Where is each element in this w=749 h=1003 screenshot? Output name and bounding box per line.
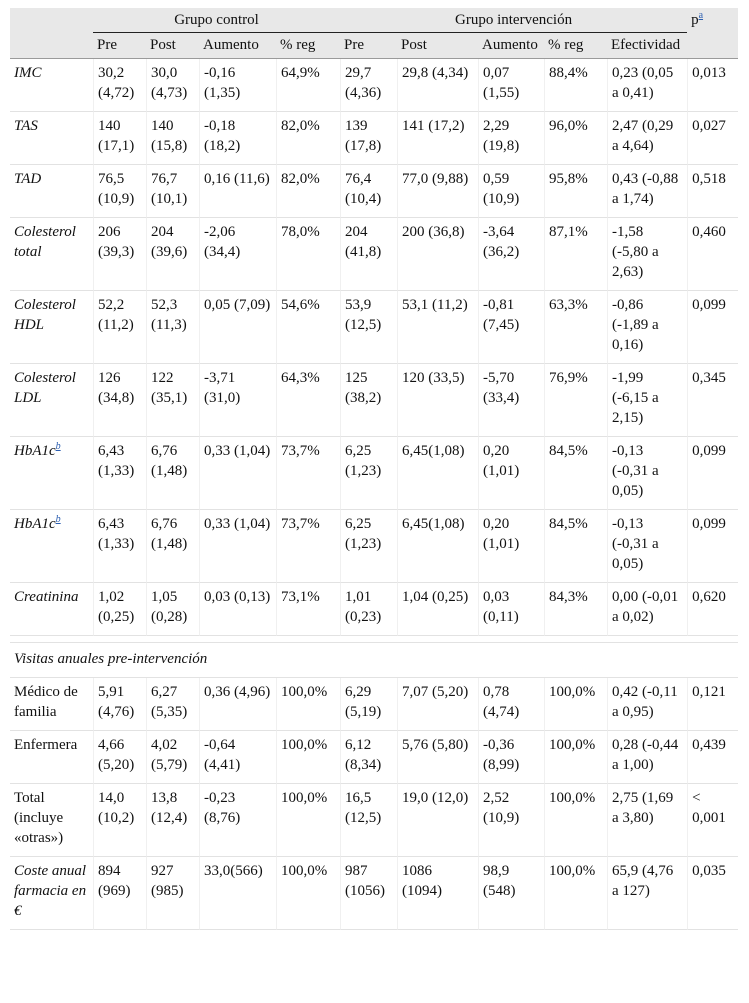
table-row bbox=[10, 218, 738, 291]
cell-intervencion-aumento: 0,20 (1,01) bbox=[478, 510, 544, 583]
cell-efectividad: -0,86 (-1,89 a 0,16) bbox=[607, 291, 687, 364]
cell-control-pre: 14,0 (10,2) bbox=[93, 784, 146, 857]
cell-intervencion-aumento: 2,52 (10,9) bbox=[478, 784, 544, 857]
cell-intervencion-post: 200 (36,8) bbox=[397, 218, 478, 291]
row-label-text: IMC bbox=[14, 65, 42, 81]
row-label-text: TAD bbox=[14, 171, 42, 187]
col-header-intervencion-post: Post bbox=[397, 33, 478, 59]
cell-control-reg: 82,0% bbox=[276, 112, 340, 165]
table-row bbox=[10, 59, 738, 112]
group-intervention-header: Grupo intervención bbox=[340, 8, 687, 33]
cell-efectividad: 0,23 (0,05 a 0,41) bbox=[607, 59, 687, 112]
table-row bbox=[10, 731, 738, 784]
row-label-text: Coste anual farmacia en € bbox=[14, 863, 87, 919]
table-row bbox=[10, 364, 738, 437]
row-label bbox=[10, 112, 93, 165]
table-row bbox=[10, 437, 738, 510]
cell-control-reg: 82,0% bbox=[276, 165, 340, 218]
cell-control-post: 52,3 (11,3) bbox=[146, 291, 199, 364]
cell-intervencion-pre: 29,7 (4,36) bbox=[340, 59, 397, 112]
cell-control-reg: 54,6% bbox=[276, 291, 340, 364]
p-value-header bbox=[687, 8, 738, 33]
cell-control-post: 927 (985) bbox=[146, 857, 199, 930]
cell-p-value: 0,027 bbox=[687, 112, 738, 165]
cell-control-aumento: -0,23 (8,76) bbox=[199, 784, 276, 857]
cell-intervencion-aumento: 0,03 (0,11) bbox=[478, 583, 544, 636]
col-header-control-aumento: Aumento bbox=[199, 33, 276, 59]
cell-control-post: 6,76 (1,48) bbox=[146, 510, 199, 583]
cell-intervencion-reg: 100,0% bbox=[544, 857, 607, 930]
cell-intervencion-aumento: 0,78 (4,74) bbox=[478, 678, 544, 731]
cell-p-value: 0,460 bbox=[687, 218, 738, 291]
cell-intervencion-aumento: 0,07 (1,55) bbox=[478, 59, 544, 112]
cell-intervencion-post: 1,04 (0,25) bbox=[397, 583, 478, 636]
cell-intervencion-aumento: 0,20 (1,01) bbox=[478, 437, 544, 510]
cell-intervencion-post: 120 (33,5) bbox=[397, 364, 478, 437]
cell-intervencion-aumento: 0,59 (10,9) bbox=[478, 165, 544, 218]
cell-p-value: < 0,001 bbox=[687, 784, 738, 857]
row-label bbox=[10, 857, 93, 930]
cell-control-post: 6,27 (5,35) bbox=[146, 678, 199, 731]
cell-intervencion-reg: 96,0% bbox=[544, 112, 607, 165]
footnote-link-a[interactable]: a bbox=[698, 10, 704, 21]
cell-control-pre: 5,91 (4,76) bbox=[93, 678, 146, 731]
col-header-p-empty bbox=[687, 33, 738, 59]
row-label bbox=[10, 784, 93, 857]
cell-intervencion-post: 77,0 (9,88) bbox=[397, 165, 478, 218]
section-row bbox=[10, 643, 738, 678]
cell-intervencion-post: 19,0 (12,0) bbox=[397, 784, 478, 857]
row-label-text: TAS bbox=[14, 118, 38, 134]
cell-intervencion-pre: 125 (38,2) bbox=[340, 364, 397, 437]
cell-efectividad: -0,13 (-0,31 a 0,05) bbox=[607, 510, 687, 583]
cell-efectividad: 65,9 (4,76 a 127) bbox=[607, 857, 687, 930]
cell-efectividad: 2,75 (1,69 a 3,80) bbox=[607, 784, 687, 857]
table-row bbox=[10, 165, 738, 218]
row-label-text: HbA1c bbox=[14, 443, 56, 459]
cell-control-reg: 100,0% bbox=[276, 784, 340, 857]
cell-intervencion-reg: 63,3% bbox=[544, 291, 607, 364]
cell-intervencion-aumento: 2,29 (19,8) bbox=[478, 112, 544, 165]
table-row bbox=[10, 583, 738, 636]
cell-control-pre: 30,2 (4,72) bbox=[93, 59, 146, 112]
row-label bbox=[10, 165, 93, 218]
cell-efectividad: 0,42 (-0,11 a 0,95) bbox=[607, 678, 687, 731]
cell-intervencion-pre: 76,4 (10,4) bbox=[340, 165, 397, 218]
cell-intervencion-pre: 6,29 (5,19) bbox=[340, 678, 397, 731]
cell-efectividad: 0,28 (-0,44 a 1,00) bbox=[607, 731, 687, 784]
cell-control-post: 140 (15,8) bbox=[146, 112, 199, 165]
group-control-header: Grupo control bbox=[93, 8, 340, 33]
cell-intervencion-reg: 84,5% bbox=[544, 437, 607, 510]
cell-control-post: 1,05 (0,28) bbox=[146, 583, 199, 636]
cell-control-post: 6,76 (1,48) bbox=[146, 437, 199, 510]
row-label-text: Colesterol LDL bbox=[14, 370, 76, 406]
cell-control-reg: 100,0% bbox=[276, 731, 340, 784]
cell-intervencion-aumento: -0,81 (7,45) bbox=[478, 291, 544, 364]
cell-intervencion-reg: 100,0% bbox=[544, 784, 607, 857]
row-label-text: Colesterol total bbox=[14, 224, 76, 260]
col-header-efectividad: Efectividad bbox=[607, 33, 687, 59]
row-label bbox=[10, 364, 93, 437]
cell-efectividad: 0,43 (-0,88 a 1,74) bbox=[607, 165, 687, 218]
row-label bbox=[10, 678, 93, 731]
cell-p-value: 0,035 bbox=[687, 857, 738, 930]
cell-intervencion-pre: 204 (41,8) bbox=[340, 218, 397, 291]
cell-intervencion-reg: 88,4% bbox=[544, 59, 607, 112]
cell-intervencion-pre: 1,01 (0,23) bbox=[340, 583, 397, 636]
col-header-intervencion-aumento: Aumento bbox=[478, 33, 544, 59]
cell-p-value: 0,099 bbox=[687, 291, 738, 364]
cell-control-reg: 100,0% bbox=[276, 857, 340, 930]
cell-intervencion-pre: 53,9 (12,5) bbox=[340, 291, 397, 364]
cell-p-value: 0,345 bbox=[687, 364, 738, 437]
cell-p-value: 0,099 bbox=[687, 510, 738, 583]
cell-control-pre: 140 (17,1) bbox=[93, 112, 146, 165]
cell-intervencion-reg: 100,0% bbox=[544, 731, 607, 784]
spacer-row bbox=[10, 636, 738, 643]
row-label-text: HbA1c bbox=[14, 516, 56, 532]
row-label-text: Enfermera bbox=[14, 737, 78, 753]
cell-control-pre: 6,43 (1,33) bbox=[93, 437, 146, 510]
row-label-text: Médico de familia bbox=[14, 684, 78, 720]
cell-intervencion-aumento: 98,9 (548) bbox=[478, 857, 544, 930]
cell-control-aumento: -2,06 (34,4) bbox=[199, 218, 276, 291]
col-header-control-pre: Pre bbox=[93, 33, 146, 59]
cell-intervencion-post: 7,07 (5,20) bbox=[397, 678, 478, 731]
cell-intervencion-pre: 6,25 (1,23) bbox=[340, 437, 397, 510]
cell-control-aumento: -0,18 (18,2) bbox=[199, 112, 276, 165]
cell-control-pre: 6,43 (1,33) bbox=[93, 510, 146, 583]
cell-control-aumento: 0,36 (4,96) bbox=[199, 678, 276, 731]
table-header bbox=[10, 8, 738, 59]
cell-control-aumento: 33,0(566) bbox=[199, 857, 276, 930]
cell-control-aumento: 0,05 (7,09) bbox=[199, 291, 276, 364]
col-header-control-post: Post bbox=[146, 33, 199, 59]
cell-intervencion-pre: 6,12 (8,34) bbox=[340, 731, 397, 784]
cell-intervencion-reg: 95,8% bbox=[544, 165, 607, 218]
cell-intervencion-aumento: -5,70 (33,4) bbox=[478, 364, 544, 437]
cell-intervencion-aumento: -0,36 (8,99) bbox=[478, 731, 544, 784]
cell-control-post: 13,8 (12,4) bbox=[146, 784, 199, 857]
cell-intervencion-reg: 100,0% bbox=[544, 678, 607, 731]
cell-efectividad: 0,00 (-0,01 a 0,02) bbox=[607, 583, 687, 636]
cell-intervencion-pre: 987 (1056) bbox=[340, 857, 397, 930]
cell-intervencion-post: 141 (17,2) bbox=[397, 112, 478, 165]
cell-control-reg: 73,7% bbox=[276, 437, 340, 510]
cell-control-reg: 100,0% bbox=[276, 678, 340, 731]
row-label-text: Creatinina bbox=[14, 589, 79, 605]
cell-intervencion-post: 1086 (1094) bbox=[397, 857, 478, 930]
cell-control-aumento: 0,33 (1,04) bbox=[199, 437, 276, 510]
cell-control-post: 122 (35,1) bbox=[146, 364, 199, 437]
row-label-text: Total (incluye «otras») bbox=[14, 790, 64, 846]
cell-intervencion-reg: 84,5% bbox=[544, 510, 607, 583]
cell-control-post: 30,0 (4,73) bbox=[146, 59, 199, 112]
cell-intervencion-reg: 87,1% bbox=[544, 218, 607, 291]
cell-intervencion-post: 6,45(1,08) bbox=[397, 437, 478, 510]
cell-intervencion-post: 6,45(1,08) bbox=[397, 510, 478, 583]
results-table bbox=[10, 8, 738, 930]
cell-control-pre: 52,2 (11,2) bbox=[93, 291, 146, 364]
table-row bbox=[10, 784, 738, 857]
cell-control-reg: 73,7% bbox=[276, 510, 340, 583]
cell-intervencion-reg: 84,3% bbox=[544, 583, 607, 636]
row-label bbox=[10, 510, 93, 583]
cell-control-aumento: -0,64 (4,41) bbox=[199, 731, 276, 784]
cell-control-aumento: 0,16 (11,6) bbox=[199, 165, 276, 218]
table-row bbox=[10, 857, 738, 930]
table-body bbox=[10, 59, 738, 930]
cell-efectividad: 2,47 (0,29 a 4,64) bbox=[607, 112, 687, 165]
cell-control-aumento: -3,71 (31,0) bbox=[199, 364, 276, 437]
cell-control-pre: 76,5 (10,9) bbox=[93, 165, 146, 218]
row-label-text: Colesterol HDL bbox=[14, 297, 76, 333]
cell-p-value: 0,620 bbox=[687, 583, 738, 636]
cell-intervencion-reg: 76,9% bbox=[544, 364, 607, 437]
cell-control-pre: 126 (34,8) bbox=[93, 364, 146, 437]
table-row bbox=[10, 678, 738, 731]
section-label: Visitas anuales pre-intervención bbox=[10, 643, 738, 678]
cell-intervencion-post: 29,8 (4,34) bbox=[397, 59, 478, 112]
table-row bbox=[10, 510, 738, 583]
col-header-control-reg: % reg bbox=[276, 33, 340, 59]
cell-control-pre: 1,02 (0,25) bbox=[93, 583, 146, 636]
cell-efectividad: -0,13 (-0,31 a 0,05) bbox=[607, 437, 687, 510]
cell-intervencion-post: 5,76 (5,80) bbox=[397, 731, 478, 784]
row-label bbox=[10, 583, 93, 636]
cell-control-pre: 4,66 (5,20) bbox=[93, 731, 146, 784]
header-empty-cell bbox=[10, 33, 93, 59]
cell-control-aumento: 0,33 (1,04) bbox=[199, 510, 276, 583]
row-label bbox=[10, 731, 93, 784]
cell-control-reg: 78,0% bbox=[276, 218, 340, 291]
header-empty-cell bbox=[10, 8, 93, 33]
row-label bbox=[10, 437, 93, 510]
cell-intervencion-post: 53,1 (11,2) bbox=[397, 291, 478, 364]
table-row bbox=[10, 291, 738, 364]
cell-control-post: 4,02 (5,79) bbox=[146, 731, 199, 784]
cell-p-value: 0,439 bbox=[687, 731, 738, 784]
cell-efectividad: -1,58 (-5,80 a 2,63) bbox=[607, 218, 687, 291]
col-header-intervencion-reg: % reg bbox=[544, 33, 607, 59]
cell-p-value: 0,099 bbox=[687, 437, 738, 510]
cell-control-reg: 64,9% bbox=[276, 59, 340, 112]
cell-control-pre: 894 (969) bbox=[93, 857, 146, 930]
row-label bbox=[10, 291, 93, 364]
spacer-cell bbox=[10, 636, 738, 643]
cell-intervencion-pre: 6,25 (1,23) bbox=[340, 510, 397, 583]
cell-efectividad: -1,99 (-6,15 a 2,15) bbox=[607, 364, 687, 437]
cell-p-value: 0,013 bbox=[687, 59, 738, 112]
footnote-link-b[interactable]: b bbox=[55, 514, 61, 525]
cell-control-aumento: 0,03 (0,13) bbox=[199, 583, 276, 636]
cell-p-value: 0,121 bbox=[687, 678, 738, 731]
footnote-link-b[interactable]: b bbox=[55, 441, 61, 452]
cell-control-post: 76,7 (10,1) bbox=[146, 165, 199, 218]
p-label: p bbox=[691, 12, 699, 28]
cell-control-post: 204 (39,6) bbox=[146, 218, 199, 291]
cell-p-value: 0,518 bbox=[687, 165, 738, 218]
cell-control-aumento: -0,16 (1,35) bbox=[199, 59, 276, 112]
cell-control-reg: 73,1% bbox=[276, 583, 340, 636]
cell-intervencion-pre: 16,5 (12,5) bbox=[340, 784, 397, 857]
cell-control-reg: 64,3% bbox=[276, 364, 340, 437]
table-row bbox=[10, 112, 738, 165]
col-header-intervencion-pre: Pre bbox=[340, 33, 397, 59]
cell-intervencion-pre: 139 (17,8) bbox=[340, 112, 397, 165]
cell-intervencion-aumento: -3,64 (36,2) bbox=[478, 218, 544, 291]
cell-control-pre: 206 (39,3) bbox=[93, 218, 146, 291]
row-label bbox=[10, 59, 93, 112]
row-label bbox=[10, 218, 93, 291]
